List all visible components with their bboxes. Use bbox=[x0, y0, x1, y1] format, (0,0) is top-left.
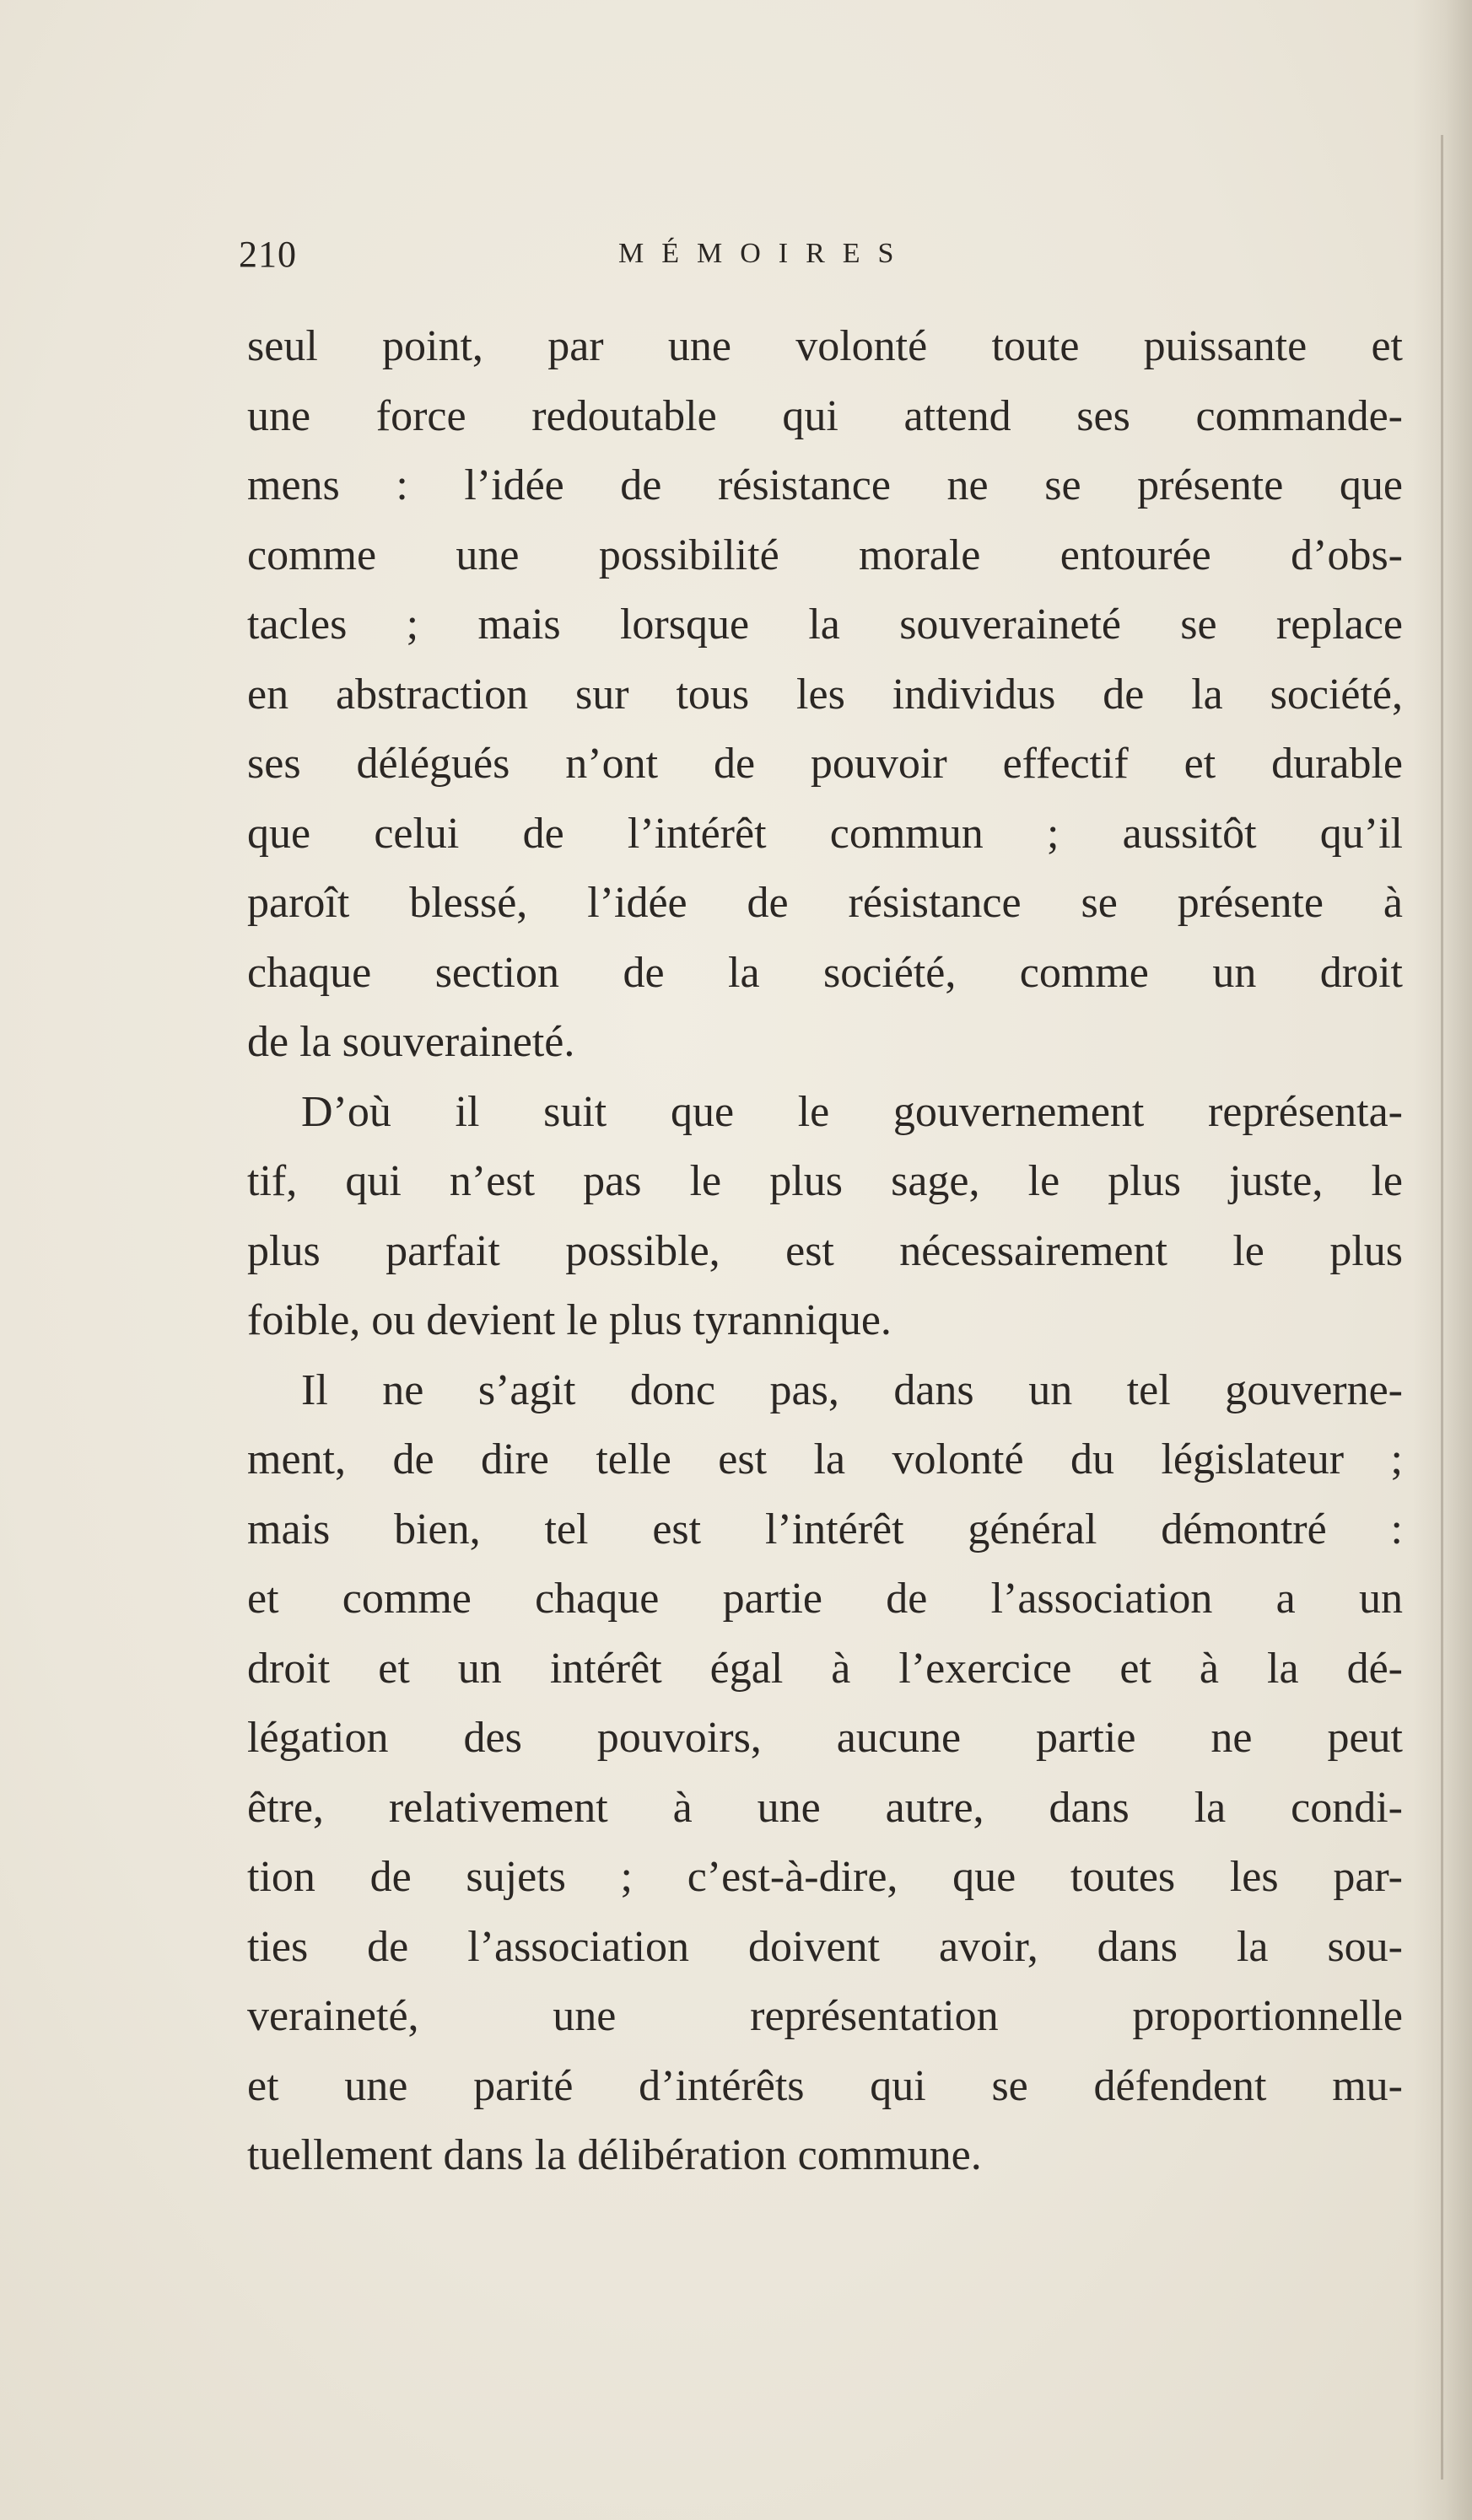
page-number: 210 bbox=[239, 234, 297, 275]
text-line: être, relativement à une autre, dans la condi- bbox=[247, 1783, 1403, 1832]
text-line: mais bien, tel est l’intérêt général démontré : bbox=[247, 1505, 1403, 1553]
text-line: une force redoutable qui attend ses commande- bbox=[247, 391, 1403, 440]
text-line: paroît blessé, l’idée de résistance se présente à bbox=[247, 879, 1403, 927]
text-line: ment, de dire telle est la volonté du législateur ; bbox=[247, 1435, 1403, 1483]
text-line: tacles ; mais lorsque la souveraineté se replace bbox=[247, 600, 1403, 649]
running-title: MÉMOIRES bbox=[618, 238, 912, 269]
page-header bbox=[239, 233, 1049, 283]
text-line: et comme chaque partie de l’association a un bbox=[247, 1575, 1403, 1623]
body-text bbox=[247, 312, 1403, 2191]
text-line: que celui de l’intérêt commun ; aussitôt qu’il bbox=[247, 809, 1403, 858]
text-line: comme une possibilité morale entourée d’obs- bbox=[247, 530, 1403, 579]
text-line: droit et un intérêt égal à l’exercice et à la dé- bbox=[247, 1644, 1403, 1693]
paragraph-2 bbox=[247, 1078, 1403, 1356]
text-line: seul point, par une volonté toute puissante et bbox=[247, 322, 1403, 370]
text-line: de la souveraineté. bbox=[247, 1018, 575, 1066]
text-line: Il ne s’agit donc pas, dans un tel gouverne- bbox=[301, 1365, 1403, 1414]
text-line: ses délégués n’ont de pouvoir effectif et durable bbox=[247, 740, 1403, 788]
text-line: en abstraction sur tous les individus de la société, bbox=[247, 670, 1403, 719]
text-line: mens : l’idée de résistance ne se présente que bbox=[247, 461, 1403, 509]
text-line: chaque section de la société, comme un droit bbox=[247, 948, 1403, 997]
text-line: tif, qui n’est pas le plus sage, le plus juste, le bbox=[247, 1157, 1403, 1205]
text-line: D’où il suit que le gouvernement représenta- bbox=[301, 1087, 1403, 1136]
page-edge-line bbox=[1441, 135, 1443, 2480]
text-line: ties de l’association doivent avoir, dans la sou- bbox=[247, 1922, 1403, 1971]
text-line: plus parfait possible, est nécessairement le plus bbox=[247, 1226, 1403, 1275]
paragraph-3 bbox=[247, 1356, 1403, 2191]
text-line: tion de sujets ; c’est-à-dire, que toutes les par- bbox=[247, 1853, 1403, 1901]
text-line: tuellement dans la délibération commune. bbox=[247, 2131, 982, 2179]
paragraph-1 bbox=[247, 312, 1403, 1078]
text-line: veraineté, une représentation proportionnelle bbox=[247, 1992, 1403, 2040]
text-line: légation des pouvoirs, aucune partie ne peut bbox=[247, 1714, 1403, 1762]
text-line: et une parité d’intérêts qui se défendent mu- bbox=[247, 2061, 1403, 2110]
text-line: foible, ou devient le plus tyrannique. bbox=[247, 1296, 892, 1344]
